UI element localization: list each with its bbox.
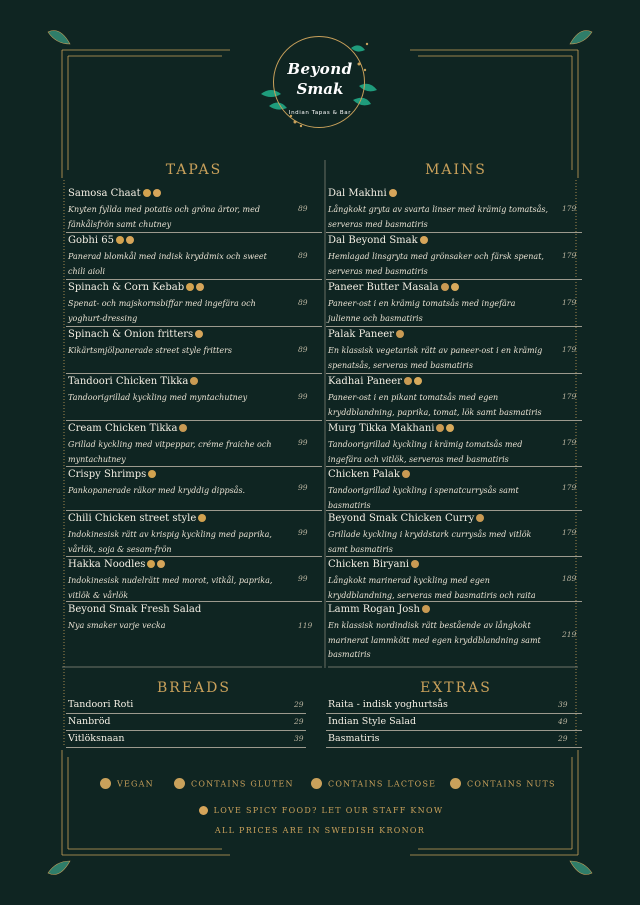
menu-item-name: Beyond Smak Fresh Salad (68, 604, 202, 615)
menu-item (326, 280, 582, 327)
menu-item-name: Spinach & Onion fritters (68, 329, 203, 340)
section-title-breads: BREADS (157, 680, 231, 696)
menu-item (66, 280, 322, 327)
breads-row (66, 697, 306, 714)
breads-item-price: 29 (294, 717, 304, 726)
brand-logo (255, 34, 385, 134)
menu-item-name: Crispy Shrimps (68, 469, 156, 480)
gluten-icon (143, 189, 151, 197)
menu-item (66, 327, 322, 374)
lactose-icon (436, 424, 444, 432)
menu-item-price: 89 (298, 298, 308, 307)
vegan-icon (100, 778, 111, 789)
menu-item-description: Panerad blomkål med indisk kryddmix och sweet chili aioli (68, 252, 267, 276)
legend-gluten: CONTAINS GLUTEN (174, 779, 294, 790)
menu-item-description: En klassisk vegetarisk rätt av paneer-ost i en krämig spenatsås, serveras med basmatiris (328, 346, 543, 370)
menu-item (66, 186, 322, 233)
menu-item (66, 511, 322, 557)
menu-item-price: 179 (562, 251, 577, 260)
menu-item-description: Pankopanerade räkor med kryddig dippsås. (68, 486, 246, 495)
breads-item-price: 29 (294, 700, 304, 709)
menu-item-description: Tandoorigrillad kyckling i spenatcurrysås samt basmatiris (328, 486, 519, 510)
menu-item-price: 179 (562, 483, 577, 492)
lactose-icon (396, 330, 404, 338)
gluten-icon (148, 470, 156, 478)
lactose-icon (422, 605, 430, 613)
vegan-icon (196, 283, 204, 291)
menu-item-name: Palak Paneer (328, 329, 404, 340)
section-title-tapas: TAPAS (165, 162, 223, 178)
gluten-icon (174, 778, 185, 789)
chili-icon (199, 806, 208, 815)
lactose-icon (404, 377, 412, 385)
menu-item (326, 557, 582, 602)
menu-item-name: Hakka Noodles (68, 559, 165, 570)
gluten-icon (186, 283, 194, 291)
menu-item-description: Grillad kyckling med vitpeppar, créme fraiche och myntachutney (68, 440, 272, 464)
menu-item-description: Tandoorigrillad kyckling med myntachutney (68, 393, 248, 402)
lactose-icon (190, 377, 198, 385)
extras-item-price: 29 (558, 734, 568, 743)
menu-item-name: Murg Tikka Makhani (328, 423, 454, 434)
menu-item-price: 179 (562, 298, 577, 307)
menu-item-name: Spinach & Corn Kebab (68, 282, 204, 293)
menu-item-name: Chicken Palak (328, 469, 410, 480)
menu-item-price: 89 (298, 204, 308, 213)
menu-item-price: 89 (298, 251, 308, 260)
extras-item-name: Raita - indisk yoghurtsås (328, 699, 448, 710)
menu-item-description: Långkokt marinerad kyckling med egen kryddblandning, serveras med basmatiris och raita (328, 576, 536, 600)
menu-item-description: Tandoorigrillad kyckling i krämig tomatsås med ingefära och vitlök, serveras med basmatiris (328, 440, 523, 464)
menu-item-price: 179 (562, 438, 577, 447)
nuts-icon (450, 778, 461, 789)
menu-item-price: 99 (298, 528, 308, 537)
breads-item-name: Nanbröd (68, 716, 111, 727)
lactose-icon (411, 560, 419, 568)
extras-item-price: 49 (558, 717, 568, 726)
vegan-icon (195, 330, 203, 338)
breads-item-price: 39 (294, 734, 304, 743)
menu-item (326, 327, 582, 374)
menu-item-name: Cream Chicken Tikka (68, 423, 187, 434)
nuts-icon (451, 283, 459, 291)
menu-item (66, 467, 322, 511)
menu-item-price: 189 (562, 574, 577, 583)
lactose-icon (402, 470, 410, 478)
menu-item-description: Indokinesisk rätt av krispig kyckling med paprika, vårlök, soja & sesam-frön (68, 530, 272, 554)
menu-item-price: 99 (298, 483, 308, 492)
menu-item-price: 219 (562, 630, 577, 639)
extras-item-price: 39 (558, 700, 568, 709)
breads-row (66, 714, 306, 731)
spicy-note: LOVE SPICY FOOD? LET OUR STAFF KNOW (0, 806, 640, 816)
menu-item-name: Samosa Chaat (68, 188, 161, 199)
vegan-icon (126, 236, 134, 244)
menu-item-price: 99 (298, 574, 308, 583)
menu-item (326, 233, 582, 280)
lactose-icon (311, 778, 322, 789)
currency-note: ALL PRICES ARE IN SWEDISH KRONOR (214, 826, 426, 835)
menu-item-price: 179 (562, 345, 577, 354)
menu-item-name: Chili Chicken street style (68, 513, 206, 524)
vegan-icon (389, 189, 397, 197)
menu-item (326, 374, 582, 421)
menu-item (326, 511, 582, 557)
menu-item (66, 374, 322, 421)
section-title-mains: MAINS (425, 162, 487, 178)
menu-item (326, 421, 582, 467)
lactose-icon (441, 283, 449, 291)
menu-item-name: Paneer Butter Masala (328, 282, 459, 293)
menu-item (326, 467, 582, 511)
menu-item-description: Indokinesisk nudelrätt med morot, vitkål, paprika, vitlök & vårlök (68, 576, 273, 600)
extras-row (326, 697, 582, 714)
vegan-icon (157, 560, 165, 568)
menu-item-description: En klassisk nordindisk rätt bestående av långkokt marinerat lammkött med egen kryddblandning samt basmatiris (328, 621, 541, 659)
menu-item-name: Kadhai Paneer (328, 376, 422, 387)
menu-item (66, 557, 322, 602)
vegan-icon (420, 236, 428, 244)
menu-item-description: Nya smaker varje vecka (68, 621, 166, 630)
legend-vegan: VEGAN (100, 779, 154, 790)
menu-item-price: 89 (298, 345, 308, 354)
extras-item-name: Basmatiris (328, 733, 380, 744)
menu-item (66, 421, 322, 467)
menu-item (326, 186, 582, 233)
vegan-icon (153, 189, 161, 197)
menu-item-description: Knyten fyllda med potatis och gröna ärtor, med fänkålsfrön samt chutney (68, 205, 260, 229)
breads-row (66, 731, 306, 748)
menu-item-name: Tandoori Chicken Tikka (68, 376, 198, 387)
legend-nuts: CONTAINS NUTS (450, 779, 556, 790)
brand-name-line1: Beyond (287, 60, 353, 78)
menu-item-price: 179 (562, 392, 577, 401)
menu-item-description: Paneer-ost i en krämig tomatsås med ingefära julienne och basmatiris (328, 299, 516, 323)
menu-item-price: 179 (562, 204, 577, 213)
menu-item-name: Lamm Rogan Josh (328, 604, 430, 615)
menu-item-name: Dal Beyond Smak (328, 235, 428, 246)
menu-item-description: Grillade kyckling i kryddstark currysås med vitlök samt basmatiris (328, 530, 532, 554)
menu-item-name: Dal Makhni (328, 188, 397, 199)
menu-item-description: Kikärtsmjölpanerade street style fritters (68, 346, 232, 355)
legend-lactose: CONTAINS LACTOSE (311, 779, 436, 790)
menu-item-price: 179 (562, 528, 577, 537)
breads-item-name: Vitlöksnaan (68, 733, 125, 744)
gluten-icon (116, 236, 124, 244)
menu-item-description: Hemlagad linsgryta med grönsaker och färsk spenat, serveras med basmatiris (328, 252, 544, 276)
nuts-icon (446, 424, 454, 432)
menu-item (66, 602, 322, 652)
menu-item-price: 119 (298, 621, 313, 630)
menu-item-name: Chicken Biryani (328, 559, 419, 570)
extras-row (326, 714, 582, 731)
menu-item-description: Spenat- och majskornsbiffar med ingefära och yoghurt-dressing (68, 299, 256, 323)
lactose-icon (476, 514, 484, 522)
menu-item-name: Gobhi 65 (68, 235, 134, 246)
menu-item-description: Paneer-ost i en pikant tomatsås med egen kryddblandning, paprika, tomat, lök samt basmatiris (328, 393, 542, 417)
gluten-icon (147, 560, 155, 568)
brand-tagline: Indian Tapas & Bar (288, 110, 352, 116)
gluten-icon (198, 514, 206, 522)
extras-row (326, 731, 582, 748)
menu-item (66, 233, 322, 280)
brand-name-line2: Smak (296, 80, 344, 98)
lactose-icon (179, 424, 187, 432)
menu-item-description: Långkokt gryta av svarta linser med krämig tomatsås, serveras med basmatiris (328, 205, 549, 229)
menu-item-price: 99 (298, 392, 308, 401)
breads-item-name: Tandoori Roti (68, 699, 134, 710)
nuts-icon (414, 377, 422, 385)
menu-item-price: 99 (298, 438, 308, 447)
extras-item-name: Indian Style Salad (328, 716, 417, 727)
menu-item-name: Beyond Smak Chicken Curry (328, 513, 484, 524)
section-title-extras: EXTRAS (420, 680, 492, 696)
menu-item (326, 602, 582, 670)
